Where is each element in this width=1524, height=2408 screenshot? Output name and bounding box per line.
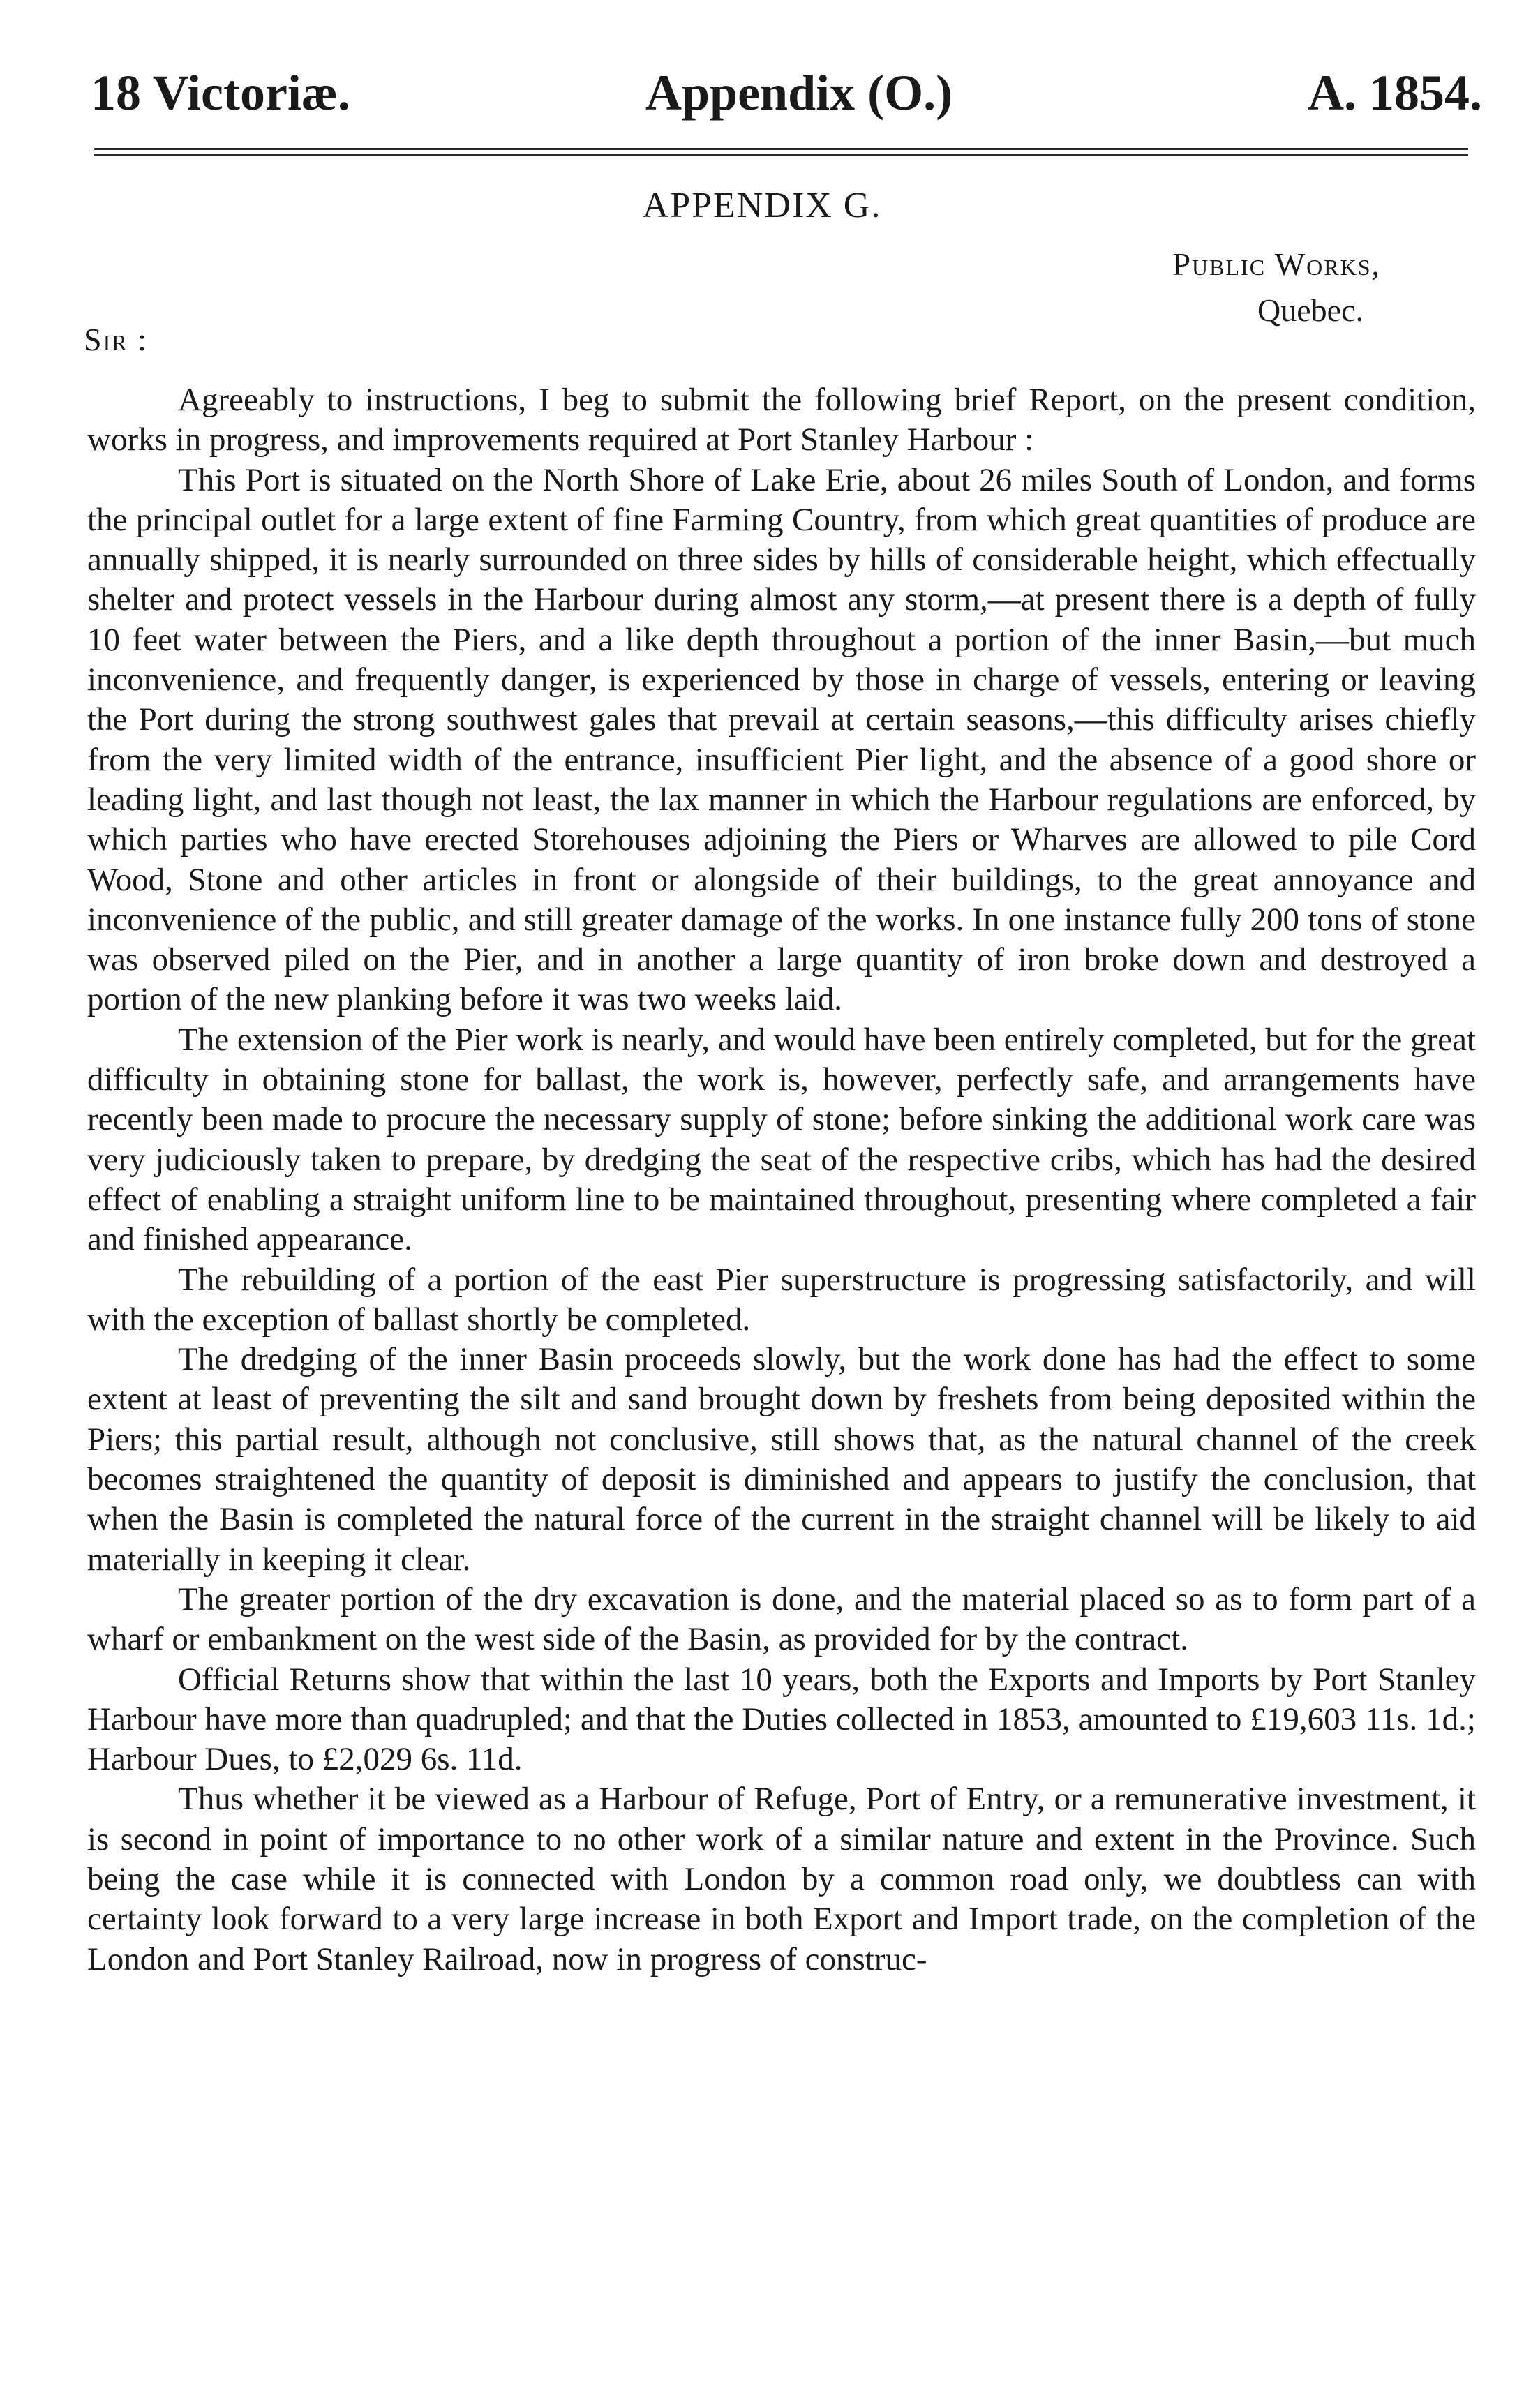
salutation: Sir : [84,322,148,357]
report-body [87,380,1476,1980]
paragraph: Agreeably to instructions, I beg to submit the following brief Report, on the present condition, works in progress, and improvements required at Port Stanley Harbour : [87,382,1476,458]
header-appendix: Appendix (O.) [645,65,953,121]
paragraph: The dredging of the inner Basin proceeds slowly, but the work done has had the effect to some extent at least of preventing the silt and sand brought down by freshets from being deposited within the Piers; this partial result, although not conclusive, still shows that, as the natural channel of the creek becomes straightened the quantity of deposit is diminished and appears to justify the conclusion, that when the Basin is completed the natural force of the current in the straight channel will be likely to aid materially in keeping it clear. [87,1341,1476,1578]
paragraph: The rebuilding of a portion of the east Pier superstructure is progressing satisfactorily, and will with the exception of ballast shortly be completed. [87,1261,1476,1338]
paragraph: The greater portion of the dry excavation is done, and the material placed so as to form part of a wharf or embankment on the west side of the Basin, as provided for by the contract. [87,1580,1476,1658]
sender-office: Public Works, [1172,246,1381,282]
appendix-title: APPENDIX G. [642,186,882,225]
header-session: 18 Victoriæ. [91,65,350,121]
paragraph: The extension of the Pier work is nearly, and would have been entirely completed, but for the great difficulty in obtaining stone for ballast, the work is, however, perfectly safe, and arrangements have recently been made to procure the necessary supply of stone; before sinking the additional work care was very judiciously taken to prepare, by dredging the seat of the respective cribs, which has had the desired effect of enabling a straight uniform line to be maintained throughout, presenting where completed a fair and finished appearance. [87,1021,1476,1258]
paragraph: Official Returns show that within the last 10 years, both the Exports and Imports by Port Stanley Harbour have more than quadrupled; and that the Duties collected in 1853, amounted to £19,603 11s. 1d.; Harbour Dues, to £2,029 6s. 11d. [87,1661,1476,1778]
page-header [91,61,1482,124]
paragraph: This Port is situated on the North Shore of Lake Erie, about 26 miles South of London, and forms the principal outlet for a large extent of fine Farming Country, from which great quantities of produce are annually shipped, it is nearly surrounded on three sides by hills of considerable height, which effectually shelter and protect vessels in the Harbour during almost any storm,—at present there is a depth of fully 10 feet water between the Piers, and a like depth throughout a portion of the inner Basin,—but much inconvenience, and frequently danger, is experienced by those in charge of vessels, entering or leaving the Port during the strong southwest gales that prevail at certain seasons,—this difficulty arises chiefly from the very limited width of the entrance, insufficient Pier light, and the absence of a good shore or leading light, and last though not least, the lax manner in which the Harbour regulations are enforced, by which parties who have erected Storehouses adjoining the Piers or Wharves are allowed to pile Cord Wood, Stone and other articles in front or alongside of their buildings, to the great annoyance and inconvenience of the public, and still greater damage of the works. In one instance fully 200 tons of stone was observed piled on the Pier, and in another a large quantity of iron broke down and destroyed a portion of the new planking before it was two weeks laid. [87,461,1476,1018]
paragraph: Thus whether it be viewed as a Harbour of Refuge, Port of Entry, or a remunerative investment, it is second in point of importance to no other work of a similar nature and extent in the Province. Such being the case while it is connected with London by a common road only, we doubtless can with certainty look forward to a very large increase in both Export and Import trade, on the completion of the London and Port Stanley Railroad, now in progress of construc- [87,1781,1476,1977]
header-year: A. 1854. [1308,65,1482,121]
sender-place: Quebec. [1257,292,1364,328]
header-rule [94,148,1468,156]
